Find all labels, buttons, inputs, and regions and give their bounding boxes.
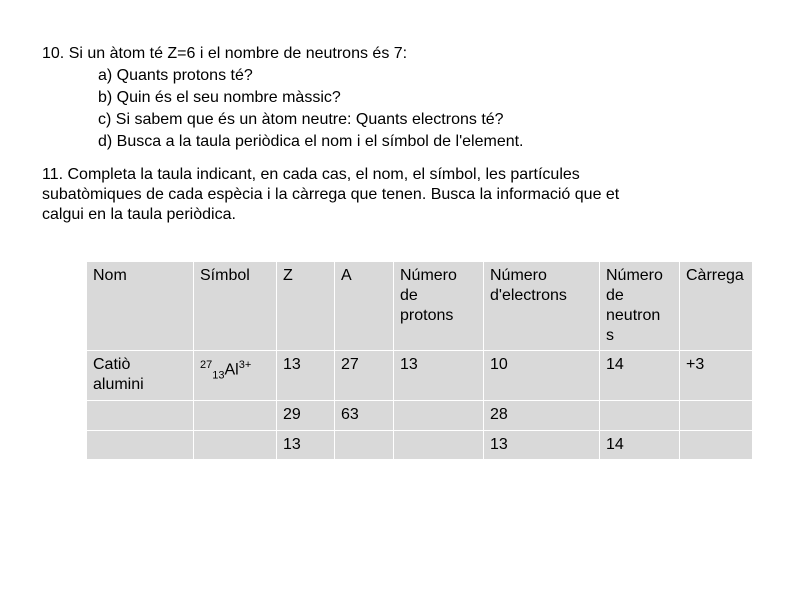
cell-nom — [87, 401, 194, 431]
question-11-line: 11. Completa la taula indicant, en cada cas, el nom, el símbol, les partícules — [42, 166, 580, 183]
table-header-row — [87, 262, 753, 351]
cell-protons: 13 — [394, 351, 484, 401]
cell-nom-line: Catiò — [93, 356, 131, 373]
header-neutrons-line: neutron — [606, 307, 661, 324]
cell-z: 13 — [277, 351, 335, 401]
table-row — [87, 401, 753, 431]
cell-nom — [87, 351, 194, 401]
ion-charge: 3+ — [238, 359, 252, 371]
header-electrons-line: Número — [490, 267, 547, 284]
question-11-line: calgui en la taula periòdica. — [42, 206, 236, 223]
header-electrons-line: d'electrons — [490, 287, 567, 304]
table-row — [87, 351, 753, 401]
cell-symbol — [194, 401, 277, 431]
cell-symbol — [194, 431, 277, 460]
question-10-item-b: b) Quin és el seu nombre màssic? — [98, 89, 341, 106]
cell-a: 63 — [335, 401, 394, 431]
header-neutrons-line: Número — [606, 267, 663, 284]
particles-table — [86, 261, 753, 460]
header-electrons — [484, 262, 600, 351]
header-protons — [394, 262, 484, 351]
atomic-number: 13 — [212, 369, 225, 382]
cell-nom — [87, 431, 194, 460]
header-z: Z — [277, 262, 335, 351]
cell-a: 27 — [335, 351, 394, 401]
header-neutrons-line: s — [606, 327, 614, 344]
header-protons-line: de — [400, 287, 418, 304]
question-10-item-c: c) Si sabem que és un àtom neutre: Quants electrons té? — [98, 111, 504, 128]
header-protons-line: Número — [400, 267, 457, 284]
question-10-item-d: d) Busca a la taula periòdica el nom i el símbol de l'element. — [98, 133, 524, 150]
question-10 — [42, 43, 524, 153]
header-protons-line: protons — [400, 307, 454, 324]
cell-z: 13 — [277, 431, 335, 460]
cell-symbol — [194, 351, 277, 401]
header-simbol: Símbol — [194, 262, 277, 351]
cell-electrons: 10 — [484, 351, 600, 401]
header-a: A — [335, 262, 394, 351]
cell-electrons: 13 — [484, 431, 600, 460]
header-carrega: Càrrega — [680, 262, 753, 351]
mass-number: 27 — [200, 359, 213, 371]
question-11 — [42, 165, 722, 225]
header-nom: Nom — [87, 262, 194, 351]
cell-protons — [394, 401, 484, 431]
question-11-line: subatòmiques de cada espècia i la càrrega que tenen. Busca la informació que et — [42, 186, 620, 203]
question-10-title: 10. Si un àtom té Z=6 i el nombre de neutrons és 7: — [42, 45, 408, 62]
cell-neutrons: 14 — [600, 431, 680, 460]
cell-electrons: 28 — [484, 401, 600, 431]
cell-neutrons — [600, 401, 680, 431]
cell-neutrons: 14 — [600, 351, 680, 401]
question-10-item-a: a) Quants protons té? — [98, 67, 253, 84]
header-neutrons-line: de — [606, 287, 624, 304]
cell-carrega — [680, 401, 753, 431]
cell-z: 29 — [277, 401, 335, 431]
cell-nom-line: alumini — [93, 376, 144, 393]
cell-protons — [394, 431, 484, 460]
header-neutrons — [600, 262, 680, 351]
element-symbol: Al — [224, 361, 239, 379]
cell-a — [335, 431, 394, 460]
cell-carrega: +3 — [680, 351, 753, 401]
cell-carrega — [680, 431, 753, 460]
table-row — [87, 431, 753, 460]
